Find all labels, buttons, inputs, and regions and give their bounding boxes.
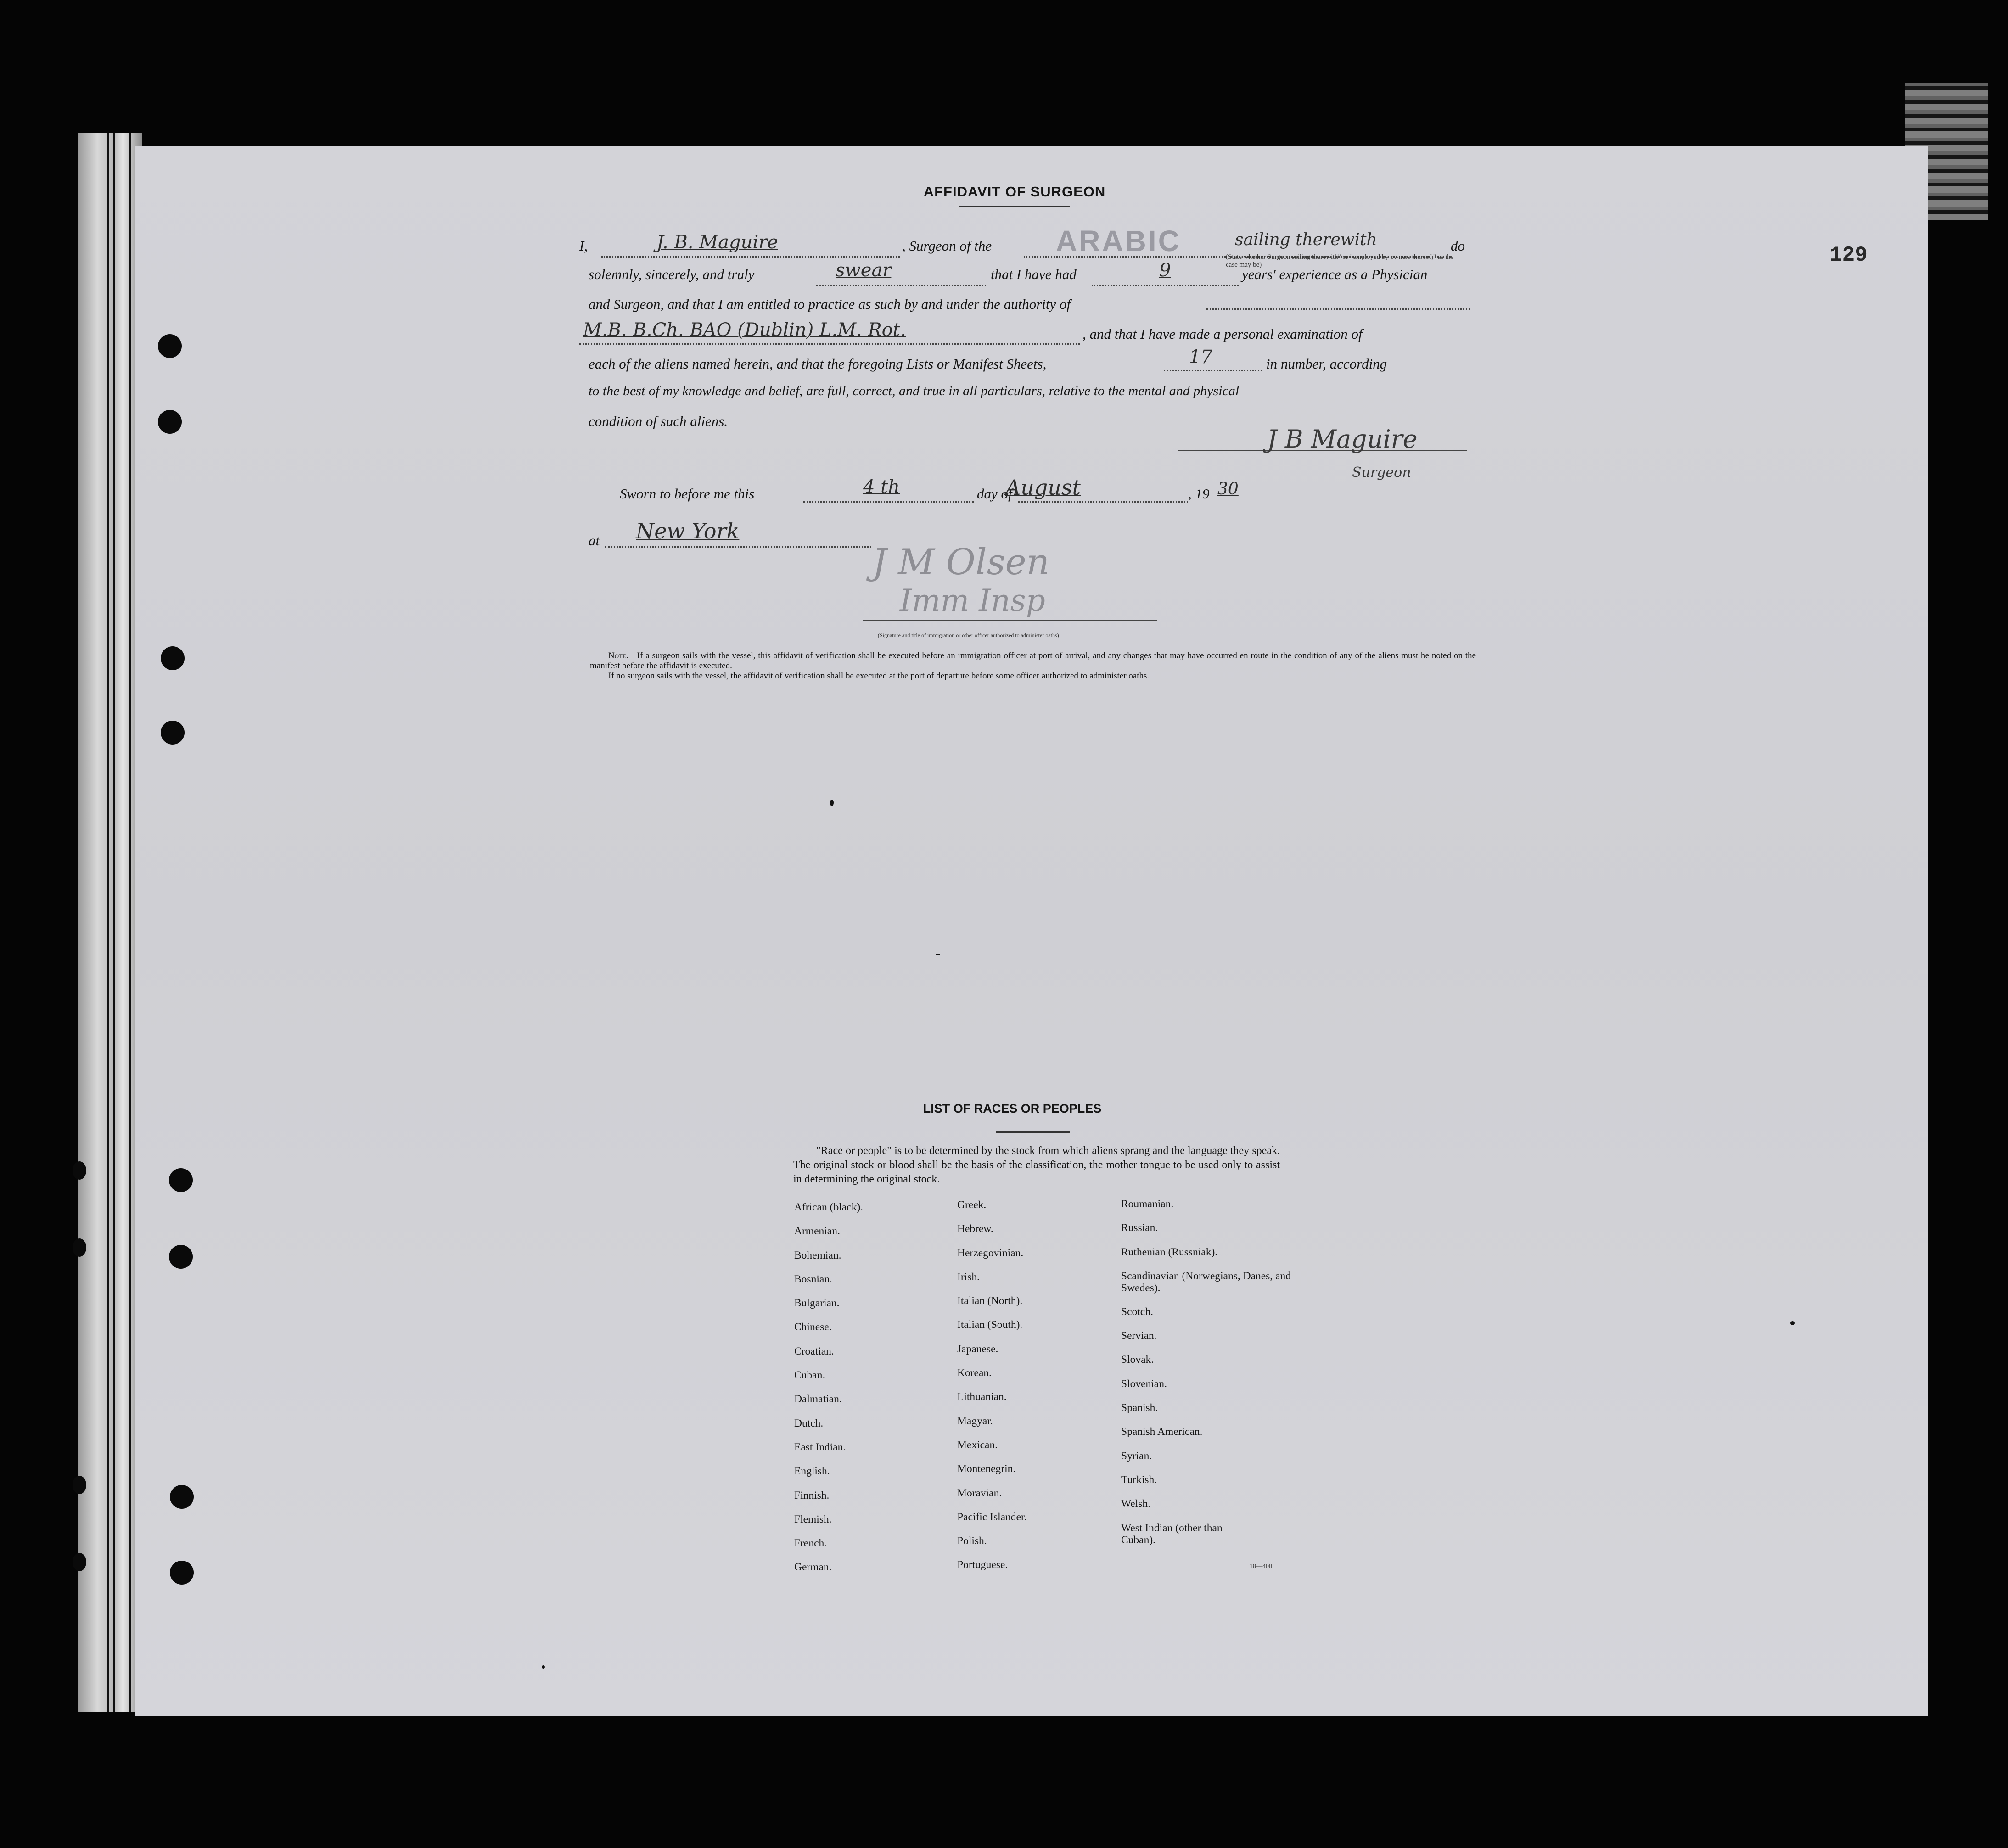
race-item: Spanish. [1121, 1402, 1158, 1414]
month: August [1005, 475, 1081, 500]
race-item: Flemish. [794, 1513, 832, 1525]
race-item: Slovenian. [1121, 1378, 1167, 1390]
sheets-field [1164, 351, 1262, 371]
race-item: Japanese. [957, 1343, 998, 1355]
race-item: Chinese. [794, 1321, 832, 1333]
surgeon-signature: J B Maguire [1267, 425, 1418, 454]
punch-hole [161, 646, 185, 670]
spine-line [107, 133, 109, 1712]
note-block [590, 651, 1476, 681]
list-underline [996, 1131, 1070, 1133]
races-column-1 [794, 1201, 950, 1585]
race-item: Herzegovinian. [957, 1247, 1024, 1259]
race-item: Lithuanian. [957, 1391, 1007, 1403]
race-item: Greek. [957, 1199, 987, 1211]
officer-signature: J M Olsen [872, 542, 1050, 583]
officer-signature-line [863, 615, 1157, 621]
race-item: Bohemian. [794, 1249, 841, 1261]
spine-line [113, 133, 115, 1712]
affidavit-title: AFFIDAVIT OF SURGEON [923, 184, 1106, 200]
race-item: Magyar. [957, 1415, 993, 1427]
authority: M.B. B.Ch. BAO (Dublin) L.M. Rot. [583, 319, 906, 341]
race-item: Welsh. [1121, 1498, 1151, 1510]
year-suffix: 30 [1217, 480, 1239, 498]
surgeon-title: Surgeon [1352, 465, 1411, 481]
race-item: Irish. [957, 1271, 980, 1283]
race-item: Moravian. [957, 1487, 1002, 1499]
punch-hole [169, 1245, 193, 1269]
authority-field-cont [1206, 290, 1470, 310]
ink-speck [1790, 1321, 1795, 1325]
race-item: German. [794, 1561, 832, 1574]
punch-hole [158, 334, 182, 358]
vessel-name-stamp: ARABIC [1056, 224, 1181, 258]
oath: swear [836, 260, 892, 281]
race-item: African (black). [794, 1201, 864, 1213]
race-item: East Indian. [794, 1441, 846, 1453]
text-that-i-have-made: , and that I have made a personal examination of [1083, 326, 1363, 342]
race-item: Armenian. [794, 1225, 840, 1238]
day: 4 th [863, 476, 900, 498]
race-item: English. [794, 1465, 830, 1478]
page-number: 129 [1829, 243, 1868, 267]
form-code: 18—400 [1250, 1563, 1272, 1570]
note-paragraph-1: —If a surgeon sails with the vessel, this affidavit of verification shall be executed before an immigration officer at port of arrival, and any changes that may have occurred en route in the condition of any of the aliens must be noted on the manifest before the affidavit is executed. [590, 651, 1476, 671]
race-item: Russian. [1121, 1222, 1158, 1234]
officer-title: Imm Insp [900, 583, 1045, 618]
race-item: Bosnian. [794, 1273, 832, 1285]
surgeon-name: J. B. Maguire [656, 232, 778, 253]
race-item: Mexican. [957, 1439, 998, 1451]
race-item: West Indian (other than Cuban). [1121, 1522, 1223, 1546]
binding-spine [78, 133, 142, 1712]
edge-hole [73, 1238, 86, 1257]
sailing-note: (State whether Surgeon sailing therewith" or "employed by owners thereof," as the case may be) [1226, 253, 1454, 269]
race-item: Italian (North). [957, 1295, 1023, 1307]
text-do: do [1451, 238, 1465, 254]
text-that-i-have-had: that I have had [991, 266, 1077, 282]
race-item: Croatian. [794, 1345, 834, 1357]
race-item: Polish. [957, 1535, 987, 1547]
text-condition: condition of such aliens. [589, 413, 728, 429]
sheets: 17 [1189, 347, 1212, 368]
capacity: sailing therewith [1235, 230, 1377, 249]
race-item: Hebrew. [957, 1223, 993, 1235]
punch-hole [170, 1561, 194, 1585]
ink-speck [542, 1665, 545, 1669]
ink-speck [830, 800, 834, 806]
text-each-of-the-aliens: each of the aliens named herein, and that the foregoing Lists or Manifest Sheets, [589, 356, 1047, 372]
edge-hole [73, 1161, 86, 1180]
race-item: Cuban. [794, 1369, 825, 1382]
race-item: Spanish American. [1121, 1426, 1203, 1438]
title-underline [959, 206, 1070, 207]
race-item: Bulgarian. [794, 1297, 840, 1310]
text-day-of: day of [977, 486, 1012, 502]
ink-speck [936, 954, 940, 955]
race-item: Italian (South). [957, 1319, 1023, 1331]
race-item: Syrian. [1121, 1450, 1152, 1462]
race-item: Portuguese. [957, 1559, 1008, 1571]
race-item: Ruthenian (Russniak). [1121, 1246, 1218, 1258]
text-solemnly: solemnly, sincerely, and truly [589, 266, 755, 282]
text-in-number: in number, according [1266, 356, 1387, 372]
race-item: Scandinavian (Norwegians, Danes, and Swedes). [1121, 1270, 1291, 1294]
race-item: Pacific Islander. [957, 1511, 1027, 1523]
races-column-2 [957, 1199, 1113, 1583]
race-item: French. [794, 1537, 827, 1550]
race-item: Turkish. [1121, 1473, 1157, 1486]
text-to-the-best: to the best of my knowledge and belief, are full, correct, and true in all particulars, relative to the mental and physical [589, 383, 1240, 398]
place: New York [636, 519, 740, 543]
years: 9 [1159, 260, 1171, 281]
text-years-experience: years' experience as a Physician [1242, 266, 1428, 282]
note-label: Note. [608, 651, 628, 661]
races-list-title: LIST OF RACES OR PEOPLES [923, 1102, 1102, 1115]
race-item: Dutch. [794, 1417, 824, 1429]
punch-hole [158, 410, 182, 434]
text-i: I, [579, 238, 588, 254]
text-year-prefix: , 19 [1188, 486, 1210, 502]
race-item: Korean. [957, 1367, 992, 1379]
race-item: Slovak. [1121, 1354, 1154, 1366]
edge-hole [73, 1553, 86, 1571]
race-item: Roumanian. [1121, 1198, 1174, 1210]
race-item: Scotch. [1121, 1305, 1153, 1318]
punch-hole [161, 721, 185, 745]
races-list-intro: "Race or people" is to be determined by the stock from which aliens sprang and the language they speak. The original stock or blood shall be the basis of the classification, the mother tongue to be used only to assist in determining the original stock. [793, 1145, 1280, 1185]
race-item: Dalmatian. [794, 1393, 842, 1406]
signature-note: (Signature and title of immigration or other officer authorized to administer oaths) [878, 632, 1059, 638]
race-item: Finnish. [794, 1489, 830, 1501]
edge-hole [73, 1476, 86, 1494]
note-paragraph-2: If no surgeon sails with the vessel, the affidavit of verification shall be executed at the port of departure before some officer authorized to administer oaths. [608, 671, 1150, 681]
spine-line [129, 133, 131, 1712]
punch-hole [169, 1168, 193, 1192]
race-item: Montenegrin. [957, 1463, 1016, 1475]
text-at: at [589, 532, 600, 549]
text-surgeon-of-the: , Surgeon of the [902, 238, 992, 254]
text-sworn-to: Sworn to before me this [620, 486, 755, 502]
punch-hole [170, 1485, 194, 1509]
races-column-3 [1121, 1198, 1296, 1546]
race-item: Servian. [1121, 1330, 1157, 1342]
text-and-surgeon: and Surgeon, and that I am entitled to practice as such by and under the authority of [589, 296, 1071, 312]
